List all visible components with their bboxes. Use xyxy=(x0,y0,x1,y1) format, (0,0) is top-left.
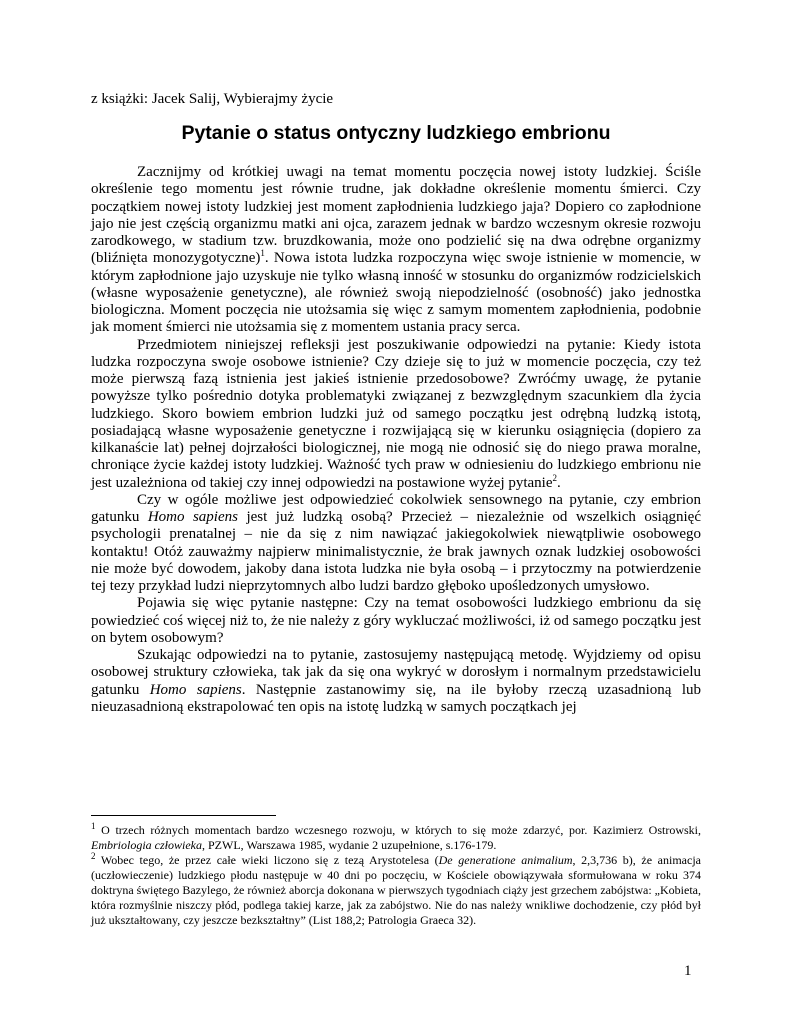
paragraph-text: Szukając odpowiedzi na to pytanie, zastosujemy następującą metodę. Wyjdziemy od opisu osobowej struktury człowieka, tak jak da się ona wykryć w dorosłym i normalnym przedstawicielu gatunku xyxy=(91,647,701,698)
paragraph-text: . xyxy=(557,474,561,491)
footnote-mark: 1 xyxy=(91,821,96,831)
paragraph-text: Zacznijmy od krótkiej uwagi na temat momentu poczęcia nowej istoty ludzkiej. Ściśle określenie tego momentu jest równie trudne, jak dokładne określenie momentu śmierci. Czy początkiem nowej istoty ludzkiej jest moment zapłodnienia ludzkiego jaja? Dopiero co zapłodnione jajo nie jest częścią organizmu matki ani ojca, zarazem jednak w bardzo wczesnym okresie rozwoju zarodkowego, w stadium tzw. bruzdkowania, może ono podzielić się na dwa odrębne organizmy (bliźnięta monozygotyczne) xyxy=(91,164,701,267)
paragraph-3 xyxy=(91,492,701,596)
italic-term: Homo sapiens xyxy=(147,509,238,525)
italic-title: Embriologia człowieka xyxy=(91,838,202,852)
footnote-text: O trzech różnych momentach bardzo wczesnego rozwoju, w których to się może zdarzyć, por. Kazimierz Ostrowski, xyxy=(95,823,701,837)
paragraph-5 xyxy=(91,647,701,716)
footnote-text: , 2,3,736 b), że animacja (uczłowieczenie) ludzkiego płodu następuje w 40 dni po poczęciu, w Kościele obowiązywała sformułowana w roku 374 doktryna świętego Bazylego, że również aborcja dokonana w pierwszych tygodniach ciąży jest grzechem zabójstwa: „Kobieta, która rozmyślnie niszczy płód, podlega takiej karze, jak za zabójstwo. Nie do nas należy wnikliwe dochodzenie, czy płód był już ukształtowany, czy jeszcze bezkształtny” (List 188,2; Patrologia Graeca 32). xyxy=(91,853,701,927)
paragraph-text: Pojawia się więc pytanie następne: Czy na temat osobowości ludzkiego embrionu da się powiedzieć coś więcej niż to, że nie należy z góry wykluczać możliwości, iż od samego początku jest on bytem osobowym? xyxy=(91,595,701,646)
page-title: Pytanie o status ontyczny ludzkiego embrionu xyxy=(181,122,611,144)
footnote-1 xyxy=(91,823,701,853)
footnotes xyxy=(91,823,701,928)
paragraph-text: . Następnie zastanowimy się, na ile byłoby rzeczą uzasadnioną lub nieuzasadnioną ekstrapolować ten opis na istotę ludzką w samych początkach jej xyxy=(91,681,701,715)
article-body xyxy=(91,164,701,716)
paragraph-1 xyxy=(91,164,701,337)
paragraph-text: . Nowa istota ludzka rozpoczyna więc swoje istnienie w momencie, w którym zapłodnione jajo uzyskuje nie tylko własną inność w stosunku do organizmów rodzicielskich (własne wyposażenie genetyczne), ale również swoją niepodzielność (osobność) jako jednostka biologiczna. Moment poczęcia nie utożsamia się więc z samym momentem zapłodnienia, podobnie jak moment śmierci nie utożsamia się z momentem ustania pracy serca. xyxy=(91,250,701,336)
source-line: z książki: Jacek Salij, Wybierajmy życie xyxy=(91,91,334,107)
footnote-text: Wobec tego, że przez całe wieki liczono się z tezą Arystotelesa ( xyxy=(95,853,439,867)
paragraph-text: jest już ludzką osobą? Przecież – niezależnie od wszelkich osiągnięć psychologii prenatalnej – nie da się z nim nawiązać jakiegokolwiek niewątpliwie osobowego kontaktu! Otóż zauważmy najpierw minimalistycznie, że brak jawnych oznak ludzkiej osobowości nie może być dowodem, jakoby dana istota ludzka nie była osobą – i przytoczmy na potwierdzenie tej tezy przykład ludzi nieprzytomnych albo ludzi bardzo głęboko upośledzonych umysłowo. xyxy=(91,509,701,594)
paragraph-text: Przedmiotem niniejszej refleksji jest poszukiwanie odpowiedzi na pytanie: Kiedy istota ludzka rozpoczyna swoje osobowe istnienie? Czy dzieje się to już w momencie poczęcia, czy też może pierwszą fazą istnienia jest jakieś istnienie przedosobowe? Zwróćmy uwagę, że pytanie powyższe tylko pośrednio dotyka problematyki związanej z bezwzględnym szacunkiem dla życia ludzkiego. Skoro bowiem embrion ludzki już od samego początku jest odrębną ludzką istotą, posiadającą własne wyposażenie genetyczne i rozwijającą się w kierunku osiągnięcia (dopiero za kilkanaście lat) pełnej dojrzałości biologicznej, nie mogą nie odnosić się do niego prawa moralne, chroniące życie każdej istoty ludzkiej. Ważność tych praw w odniesieniu do ludzkiego embrionu nie jest uzależniona od takiej czy innej odpowiedzi na postawione wyżej pytanie xyxy=(91,336,701,491)
footnote-text: , PZWL, Warszawa 1985, wydanie 2 uzupełnione, s.176-179. xyxy=(202,838,497,852)
footnote-ref-2[interactable]: 2 xyxy=(552,472,558,483)
footnote-ref-1[interactable]: 1 xyxy=(260,248,265,259)
paragraph-2 xyxy=(91,337,701,492)
footnote-2 xyxy=(91,853,701,928)
footnote-divider xyxy=(91,815,276,816)
italic-title: De generatione animalium xyxy=(438,853,573,867)
italic-term: Homo sapiens xyxy=(149,681,242,698)
paragraph-4 xyxy=(91,595,701,647)
page-number: 1 xyxy=(684,963,692,979)
paragraph-text: Czy w ogóle możliwe jest odpowiedzieć cokolwiek sensownego na pytanie, czy embrion gatunku xyxy=(91,491,701,525)
footnote-mark: 2 xyxy=(91,851,96,861)
